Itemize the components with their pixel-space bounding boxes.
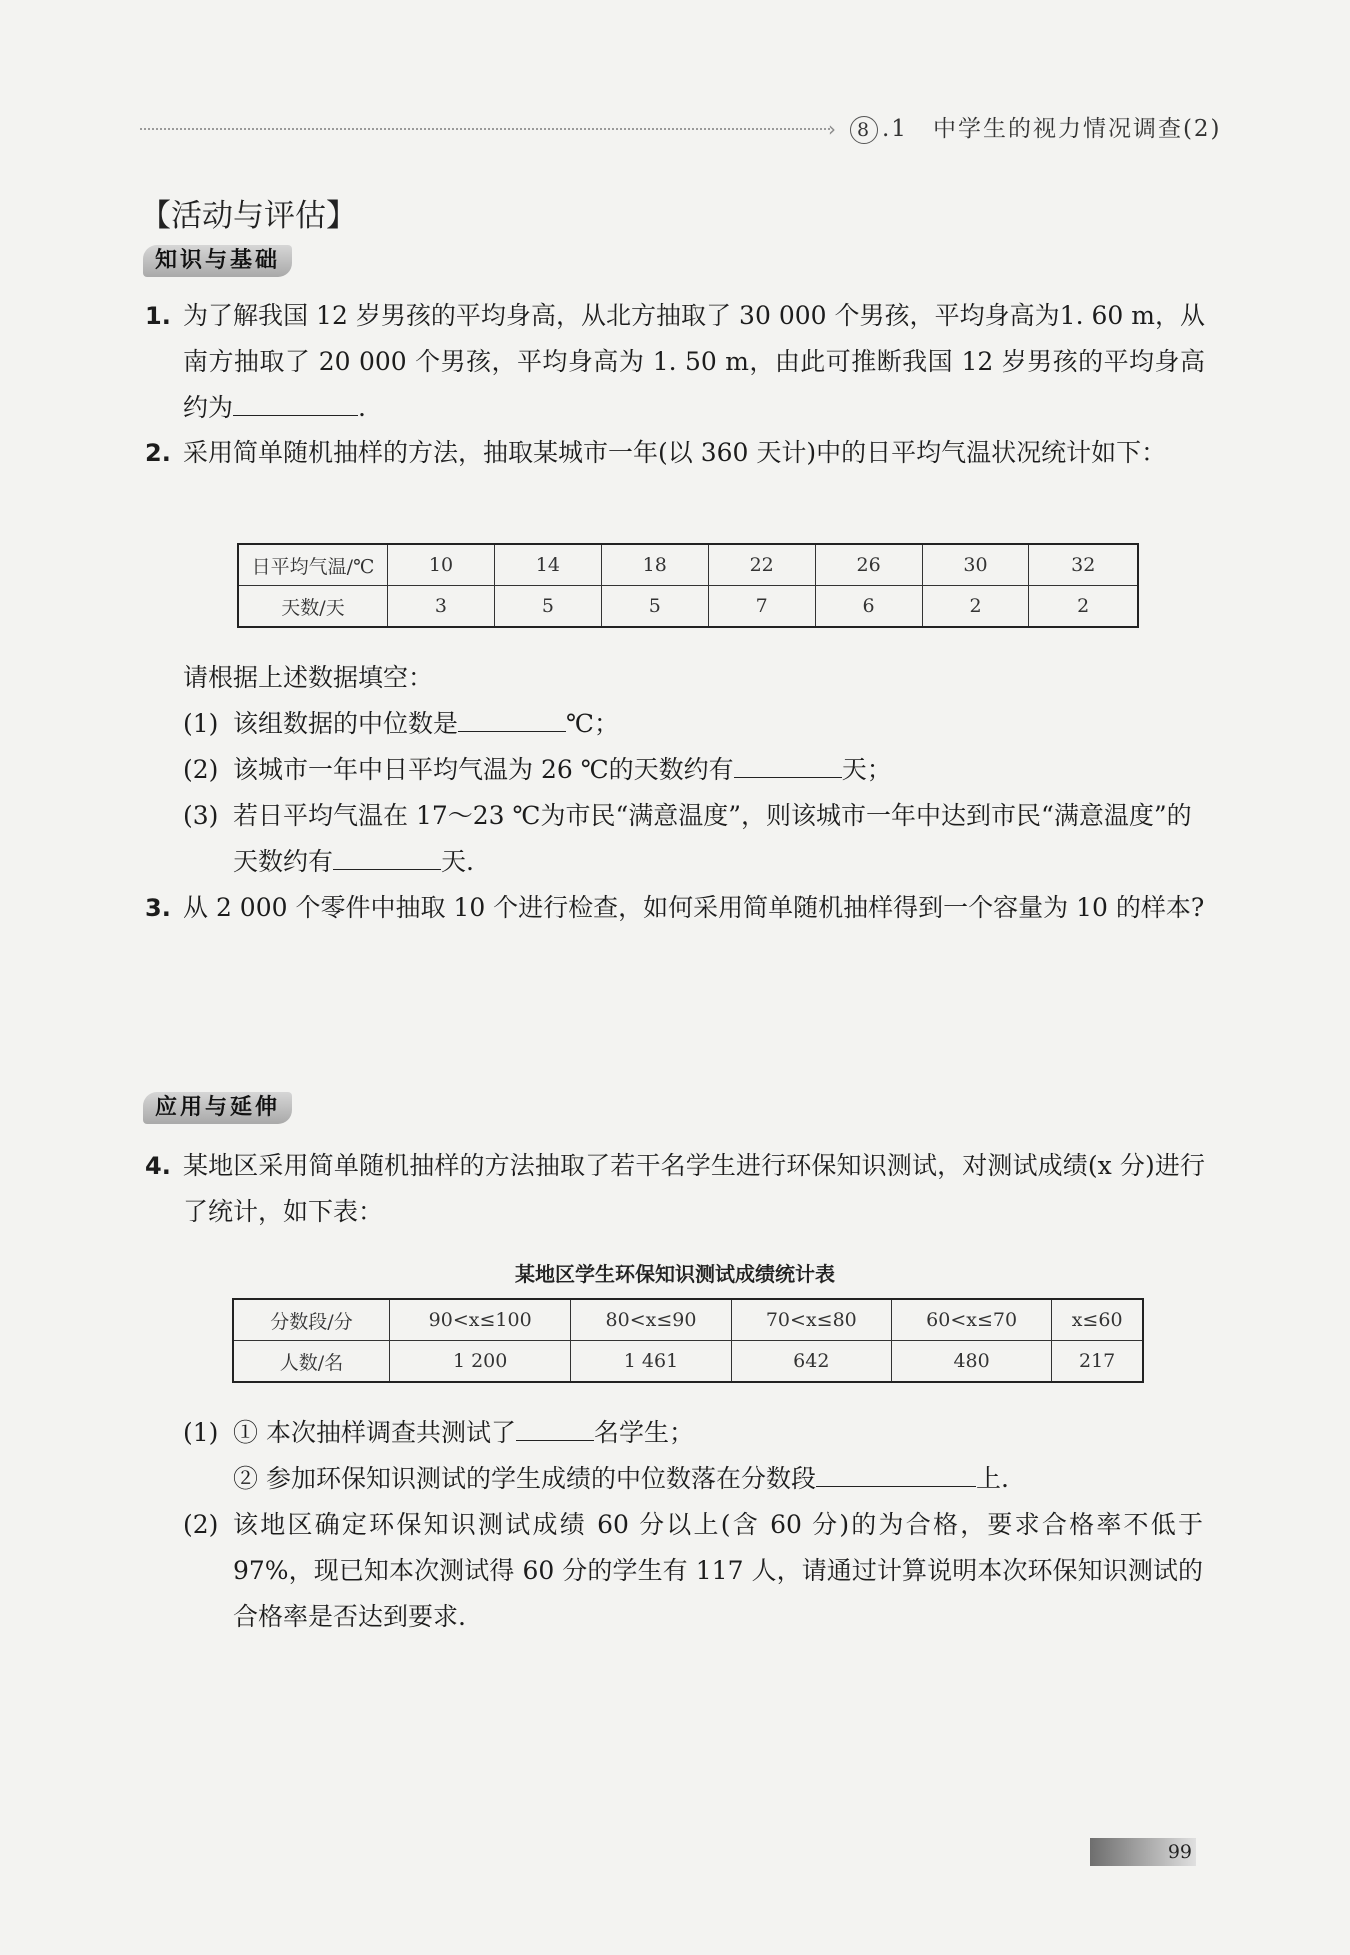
sub-label: (2) bbox=[183, 1510, 219, 1539]
table-row bbox=[238, 544, 1138, 586]
sub-text: 该组数据的中位数是 bbox=[233, 709, 459, 738]
question-number: 2. bbox=[145, 439, 171, 467]
sub-text-end: 名学生； bbox=[593, 1418, 694, 1447]
table-cell: 1 461 bbox=[571, 1341, 731, 1383]
answer-blank[interactable] bbox=[734, 749, 842, 778]
table-header-cell: 天数/天 bbox=[238, 586, 388, 628]
question-text-end: . bbox=[358, 393, 366, 422]
answer-blank[interactable] bbox=[333, 841, 441, 870]
sub-label: (1) bbox=[183, 1418, 219, 1447]
table-caption: 某地区学生环保知识测试成绩统计表 bbox=[515, 1262, 835, 1286]
table-row bbox=[238, 586, 1138, 628]
table-header-cell: 人数/名 bbox=[233, 1341, 390, 1383]
table-cell: 80<x≤90 bbox=[571, 1299, 731, 1341]
prompt-text: 请根据上述数据填空： bbox=[183, 663, 434, 692]
table-cell: 7 bbox=[708, 586, 815, 628]
answer-blank[interactable] bbox=[458, 703, 566, 732]
sub-text: 若日平均气温在 17～23 ℃为市民“满意温度”，则该城市一年中达到市民“满意温度”的天数约有 bbox=[233, 801, 1192, 876]
question-text: 采用简单随机抽样的方法，抽取某城市一年(以 360 天计)中的日平均气温状况统计如下： bbox=[183, 438, 1167, 467]
running-header bbox=[850, 110, 1222, 144]
section-title: 【活动与评估】 bbox=[140, 198, 357, 234]
question-number: 3. bbox=[145, 894, 171, 922]
table-cell: 30 bbox=[922, 544, 1029, 586]
table-cell: 10 bbox=[388, 544, 495, 586]
table-cell: 22 bbox=[708, 544, 815, 586]
q2-sub-3 bbox=[183, 793, 1203, 885]
question-number: 4. bbox=[145, 1152, 171, 1180]
table-cell: 217 bbox=[1052, 1341, 1143, 1383]
page-number: 99 bbox=[1090, 1838, 1196, 1866]
sub-label: (1) bbox=[183, 709, 219, 738]
sub-text: ② 参加环保知识测试的学生成绩的中位数落在分数段 bbox=[233, 1464, 816, 1493]
table-header-cell: 分数段/分 bbox=[233, 1299, 390, 1341]
sub-label: (3) bbox=[183, 801, 219, 830]
sub-text-end: ℃； bbox=[566, 709, 619, 738]
sub-text: ① 本次抽样调查共测试了 bbox=[233, 1418, 516, 1447]
temperature-table bbox=[237, 543, 1139, 628]
q4-sub-1 bbox=[183, 1410, 1203, 1502]
q4-sub-2 bbox=[183, 1502, 1203, 1640]
score-table bbox=[232, 1298, 1144, 1383]
answer-blank[interactable] bbox=[516, 1412, 594, 1441]
table-cell: 5 bbox=[601, 586, 708, 628]
table-row bbox=[233, 1341, 1143, 1383]
question-text: 从 2 000 个零件中抽取 10 个进行检查，如何采用简单随机抽样得到一个容量为 10 的样本? bbox=[183, 893, 1205, 922]
table-cell: 18 bbox=[601, 544, 708, 586]
table-cell: 6 bbox=[815, 586, 922, 628]
badge-basic: 知识与基础 bbox=[143, 245, 292, 277]
table-cell: 70<x≤80 bbox=[731, 1299, 891, 1341]
question-3 bbox=[145, 885, 1205, 931]
sub-label: (2) bbox=[183, 755, 219, 784]
table-cell: x≤60 bbox=[1052, 1299, 1143, 1341]
table-cell: 26 bbox=[815, 544, 922, 586]
answer-blank[interactable] bbox=[816, 1458, 976, 1487]
table-cell: 2 bbox=[1029, 586, 1138, 628]
table-cell: 60<x≤70 bbox=[891, 1299, 1051, 1341]
badge-apply: 应用与延伸 bbox=[143, 1092, 292, 1124]
header-dotted-rule bbox=[140, 128, 830, 130]
sub-text-end: 天； bbox=[841, 755, 892, 784]
section-reference: .1 中学生的视力情况调查(2) bbox=[882, 116, 1222, 142]
question-text: 某地区采用简单随机抽样的方法抽取了若干名学生进行环保知识测试，对测试成绩(x 分)进行了统计，如下表： bbox=[183, 1151, 1205, 1226]
table-row bbox=[233, 1299, 1143, 1341]
q2-sub-2 bbox=[183, 747, 1203, 793]
table-cell: 642 bbox=[731, 1341, 891, 1383]
sub-text-end: 上. bbox=[975, 1464, 1009, 1493]
q2-sub-1 bbox=[183, 701, 1203, 747]
sub-text: 该地区确定环保知识测试成绩 60 分以上(含 60 分)的为合格，要求合格率不低于 97%，现已知本次测试得 60 分的学生有 117 人，请通过计算说明本次环保知识测试的合格率是否达到要求. bbox=[233, 1510, 1203, 1631]
table-cell: 2 bbox=[922, 586, 1029, 628]
q2-prompt bbox=[145, 655, 1205, 701]
question-1 bbox=[145, 293, 1205, 431]
sub-text-end: 天. bbox=[441, 847, 474, 876]
question-4 bbox=[145, 1143, 1205, 1235]
answer-blank[interactable] bbox=[233, 387, 358, 416]
table-cell: 14 bbox=[494, 544, 601, 586]
question-number: 1. bbox=[145, 302, 171, 330]
header-arrow-icon: › bbox=[828, 117, 836, 141]
table-cell: 90<x≤100 bbox=[390, 1299, 571, 1341]
table-cell: 32 bbox=[1029, 544, 1138, 586]
table-cell: 3 bbox=[388, 586, 495, 628]
table-cell: 480 bbox=[891, 1341, 1051, 1383]
table-header-cell: 日平均气温/℃ bbox=[238, 544, 388, 586]
table-cell: 5 bbox=[494, 586, 601, 628]
chapter-circle: 8 bbox=[850, 116, 878, 144]
question-2 bbox=[145, 430, 1205, 476]
question-text: 为了解我国 12 岁男孩的平均身高，从北方抽取了 30 000 个男孩，平均身高为1. 60 m，从南方抽取了 20 000 个男孩，平均身高为 1. 50 m，由此可推断我国 12 岁男孩的平均身高约为 bbox=[183, 301, 1205, 422]
sub-text: 该城市一年中日平均气温为 26 ℃的天数约有 bbox=[233, 755, 734, 784]
table-cell: 1 200 bbox=[390, 1341, 571, 1383]
